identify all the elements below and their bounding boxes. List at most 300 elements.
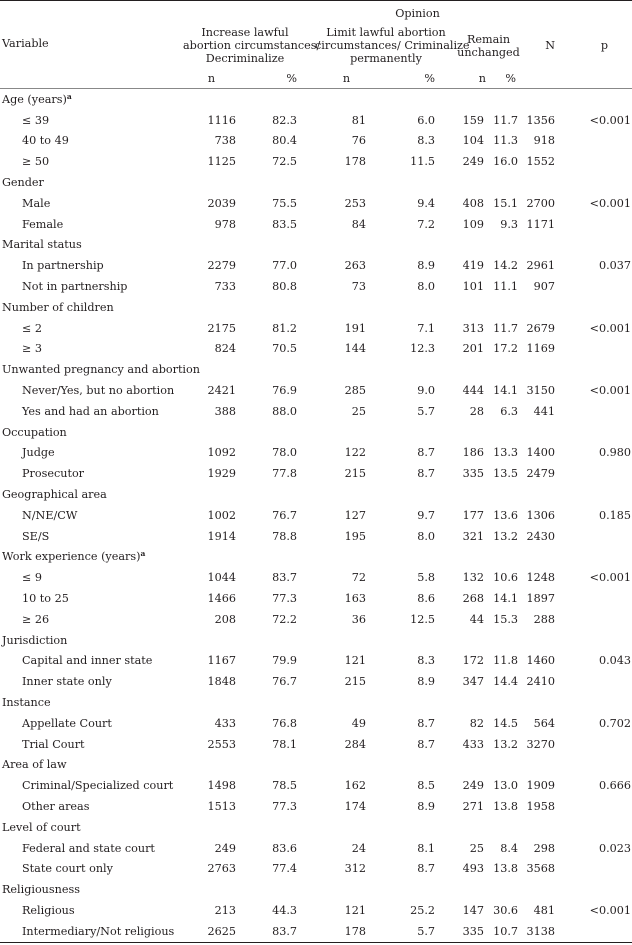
- cell-p: <0.001: [589, 571, 632, 585]
- cell-n: 1552: [526, 155, 555, 169]
- cell-p2: 7.1: [417, 321, 435, 335]
- footnote-marker: a: [66, 91, 72, 101]
- cell-n3: 132: [462, 571, 484, 585]
- cell-n2: 195: [344, 529, 366, 543]
- cell-n2: 84: [351, 217, 366, 231]
- cell-n1: 1044: [207, 571, 236, 585]
- cell-p3: 11.8: [493, 654, 518, 668]
- table-row: [0, 858, 632, 879]
- cell-n2: 144: [344, 342, 366, 356]
- table-row: [0, 214, 632, 235]
- row-label: Criminal/Specialized court: [22, 779, 174, 793]
- cell-n2: 162: [344, 779, 366, 793]
- cell-p2: 8.3: [417, 134, 435, 148]
- group3-header: Remain unchanged: [457, 32, 520, 59]
- cell-p1: 75.5: [272, 196, 297, 210]
- cell-p: [555, 339, 632, 360]
- cell-n3: 313: [462, 321, 484, 335]
- cell-p: [555, 858, 632, 879]
- cell-p: 0.702: [598, 716, 632, 730]
- table-row: [0, 900, 632, 921]
- cell-p3: 11.3: [493, 134, 518, 148]
- cell-n2: 178: [344, 924, 366, 938]
- cell-p1: 83.5: [272, 217, 297, 231]
- cell-n2: 127: [344, 508, 366, 522]
- cell-p1: 79.9: [272, 654, 297, 668]
- cell-n3: 408: [462, 196, 484, 210]
- table-row: [0, 734, 632, 755]
- row-label: Prosecutor: [22, 467, 85, 481]
- cell-n: 2430: [526, 529, 555, 543]
- category-label: Marital status: [2, 238, 82, 252]
- category-row: [0, 422, 632, 443]
- cell-p1: 76.9: [272, 384, 297, 398]
- cell-n2: 178: [344, 155, 366, 169]
- table-row: [0, 796, 632, 817]
- cell-p1: 77.3: [272, 799, 297, 813]
- table-row: [0, 505, 632, 526]
- cell-n: 288: [533, 612, 555, 626]
- row-label: Never/Yes, but no abortion: [22, 384, 175, 398]
- category-row: [0, 235, 632, 256]
- cell-p: 0.023: [598, 841, 632, 855]
- cell-p: [555, 796, 632, 817]
- cell-p2: 5.7: [417, 924, 435, 938]
- cell-p2: 12.5: [410, 612, 435, 626]
- cell-p2: 25.2: [410, 903, 435, 917]
- category-row: [0, 297, 632, 318]
- table-body: [0, 89, 632, 943]
- cell-p: [555, 463, 632, 484]
- cell-n3: 172: [462, 654, 484, 668]
- row-label: Female: [22, 217, 64, 231]
- cell-p3: 13.3: [493, 446, 518, 460]
- cell-n3: 109: [462, 217, 484, 231]
- category-row: [0, 484, 632, 505]
- table-row: [0, 443, 632, 464]
- cell-p3: 14.1: [493, 384, 518, 398]
- cell-p1: 72.2: [272, 612, 297, 626]
- category-label: Jurisdiction: [2, 633, 68, 647]
- row-label: Trial Court: [22, 737, 85, 751]
- row-label: In partnership: [22, 259, 104, 273]
- cell-n: 1909: [526, 779, 555, 793]
- row-label: SE/S: [22, 529, 50, 543]
- cell-n3: 271: [462, 799, 484, 813]
- category-row: [0, 359, 632, 380]
- cell-n1: 1848: [207, 675, 236, 689]
- cell-p: [555, 214, 632, 235]
- cell-p2: 8.5: [417, 779, 435, 793]
- cell-p2: 5.7: [417, 404, 435, 418]
- cell-n3: 159: [462, 113, 484, 127]
- category-label: Geographical area: [2, 488, 107, 502]
- cell-n3: 147: [462, 903, 484, 917]
- category-row: [0, 755, 632, 776]
- cell-n1: 1116: [207, 113, 236, 127]
- cell-p: [555, 526, 632, 547]
- row-label: Intermediary/Not religious: [22, 924, 175, 938]
- row-label: ≤ 9: [22, 571, 43, 585]
- cell-n3: 186: [462, 446, 484, 460]
- cell-p1: 78.0: [272, 446, 297, 460]
- cell-n2: 285: [344, 384, 366, 398]
- cell-p1: 80.4: [272, 134, 297, 148]
- cell-n1: 1125: [207, 155, 236, 169]
- cell-n2: 215: [344, 675, 366, 689]
- category-label: Level of court: [2, 820, 81, 834]
- cell-n1: 433: [214, 716, 236, 730]
- table-row: [0, 318, 632, 339]
- cell-n3: 268: [462, 592, 484, 606]
- cell-n1: 2421: [207, 384, 236, 398]
- category-label: Work experience (years)$^a$: [2, 549, 146, 564]
- cell-p: [555, 401, 632, 422]
- cell-n2: 174: [344, 799, 366, 813]
- cell-p: [555, 734, 632, 755]
- cell-n3: 44: [469, 612, 484, 626]
- cell-p3: 13.5: [493, 467, 518, 481]
- cell-p: <0.001: [589, 903, 632, 917]
- cell-p2: 8.7: [417, 862, 435, 876]
- row-label: Inner state only: [22, 675, 112, 689]
- category-label: Area of law: [2, 758, 67, 772]
- n-subheader: n: [207, 71, 216, 85]
- cell-p3: 15.3: [493, 612, 518, 626]
- cell-n2: 24: [351, 841, 366, 855]
- cell-p: [555, 671, 632, 692]
- pct-subheader: %: [424, 71, 435, 85]
- cell-p: [555, 588, 632, 609]
- cell-p3: 16.0: [493, 155, 518, 169]
- cell-n: 1306: [526, 508, 555, 522]
- cell-n1: 2763: [207, 862, 236, 876]
- cell-p2: 8.9: [417, 799, 435, 813]
- cell-p1: 44.3: [272, 903, 297, 917]
- cell-n: 1897: [526, 592, 555, 606]
- cell-n3: 433: [462, 737, 484, 751]
- cell-n: 3150: [526, 384, 555, 398]
- cell-n1: 1929: [207, 467, 236, 481]
- category-row: [0, 172, 632, 193]
- cell-p1: 76.7: [272, 675, 297, 689]
- cell-n1: 733: [214, 280, 236, 294]
- cell-n1: 213: [214, 903, 236, 917]
- table-row: [0, 339, 632, 360]
- row-label: Appellate Court: [22, 716, 112, 730]
- cell-n1: 208: [214, 612, 236, 626]
- cell-n1: 1466: [207, 592, 236, 606]
- table-row: [0, 526, 632, 547]
- cell-p3: 6.3: [500, 404, 518, 418]
- cell-n2: 215: [344, 467, 366, 481]
- cell-p: <0.001: [589, 321, 632, 335]
- cell-p3: 13.8: [493, 799, 518, 813]
- category-label: Unwanted pregnancy and abortion: [2, 363, 200, 377]
- cell-p1: 88.0: [272, 404, 297, 418]
- cell-n: 2479: [526, 467, 555, 481]
- category-label: Age (years)$^a$: [2, 91, 72, 106]
- cell-n2: 49: [351, 716, 366, 730]
- table-row: [0, 463, 632, 484]
- table-row: [0, 110, 632, 131]
- row-label: ≥ 50: [22, 155, 50, 169]
- cell-p2: 8.7: [417, 446, 435, 460]
- cell-n1: 1167: [207, 654, 236, 668]
- row-label: ≥ 26: [22, 612, 50, 626]
- cell-n: 3270: [526, 737, 555, 751]
- table-row: [0, 380, 632, 401]
- cell-p2: 8.9: [417, 259, 435, 273]
- cell-n3: 101: [462, 280, 484, 294]
- cell-p: [555, 276, 632, 297]
- row-label: ≥ 3: [22, 342, 43, 356]
- cell-p: [555, 609, 632, 630]
- cell-p2: 7.2: [417, 217, 435, 231]
- cell-n: 1356: [526, 113, 555, 127]
- cell-p2: 9.0: [417, 384, 435, 398]
- pct-subheader: %: [505, 71, 516, 85]
- table-row: [0, 651, 632, 672]
- cell-n1: 1092: [207, 446, 236, 460]
- row-label: State court only: [22, 862, 113, 876]
- cell-p3: 17.2: [493, 342, 518, 356]
- cell-p2: 8.9: [417, 675, 435, 689]
- table-row: [0, 401, 632, 422]
- cell-n: 1248: [526, 571, 555, 585]
- cell-n: 907: [533, 280, 555, 294]
- cell-p3: 14.1: [493, 592, 518, 606]
- cell-n2: 284: [344, 737, 366, 751]
- cell-p1: 77.8: [272, 467, 297, 481]
- cell-p1: 78.1: [272, 737, 297, 751]
- cell-n3: 321: [462, 529, 484, 543]
- cell-n1: 2175: [207, 321, 236, 335]
- cell-n2: 191: [344, 321, 366, 335]
- row-label: Religious: [22, 903, 75, 917]
- cell-n2: 36: [351, 612, 366, 626]
- table-row: [0, 588, 632, 609]
- cell-p: [555, 151, 632, 172]
- cell-p1: 81.2: [272, 321, 297, 335]
- cell-n3: 25: [469, 841, 484, 855]
- p-header: p: [600, 39, 609, 52]
- table-row: [0, 921, 632, 942]
- cell-n1: 2625: [207, 924, 236, 938]
- category-label: Occupation: [2, 425, 67, 439]
- cell-n2: 122: [344, 446, 366, 460]
- cell-n: 2961: [526, 259, 555, 273]
- table-row: [0, 193, 632, 214]
- cell-p1: 82.3: [272, 113, 297, 127]
- cell-n3: 249: [462, 155, 484, 169]
- cell-p2: 8.6: [417, 592, 435, 606]
- category-label: Religiousness: [2, 883, 80, 897]
- cell-p: 0.037: [598, 259, 632, 273]
- cell-p: 0.980: [598, 446, 632, 460]
- cell-n2: 25: [351, 404, 366, 418]
- pct-subheader: %: [286, 71, 297, 85]
- table-row: [0, 255, 632, 276]
- cell-n1: 2553: [207, 737, 236, 751]
- table-row: [0, 671, 632, 692]
- cell-p1: 83.7: [272, 924, 297, 938]
- cell-n1: 2279: [207, 259, 236, 273]
- cell-n: 1171: [526, 217, 555, 231]
- cell-p3: 9.3: [500, 217, 518, 231]
- cell-p3: 13.8: [493, 862, 518, 876]
- cell-n1: 388: [214, 404, 236, 418]
- cell-p1: 77.0: [272, 259, 297, 273]
- cell-p3: 14.5: [493, 716, 518, 730]
- cell-p: 0.666: [598, 779, 632, 793]
- row-label: Yes and had an abortion: [22, 404, 159, 418]
- cell-n2: 263: [344, 259, 366, 273]
- cell-p3: 13.2: [493, 737, 518, 751]
- row-label: 40 to 49: [22, 134, 69, 148]
- cell-p1: 77.4: [272, 862, 297, 876]
- footnote-marker: a: [140, 549, 146, 559]
- cell-p2: 6.0: [417, 113, 435, 127]
- table-row: [0, 775, 632, 796]
- cell-n3: 104: [462, 134, 484, 148]
- cell-n: 481: [533, 903, 555, 917]
- opinion-header: Opinion: [395, 7, 440, 21]
- cell-p3: 10.6: [493, 571, 518, 585]
- cell-p2: 9.4: [417, 196, 435, 210]
- table-row: [0, 609, 632, 630]
- cell-p2: 9.7: [417, 508, 435, 522]
- table-row: [0, 838, 632, 859]
- row-label: Not in partnership: [22, 280, 128, 294]
- cell-n: 2410: [526, 675, 555, 689]
- cell-n3: 201: [462, 342, 484, 356]
- category-row: [0, 630, 632, 651]
- group2-header: Limit lawful abortion circumstances/ Criminalize permanently: [315, 26, 470, 65]
- cell-n1: 249: [214, 841, 236, 855]
- cell-p3: 11.7: [493, 113, 518, 127]
- cell-n2: 163: [344, 592, 366, 606]
- cell-n3: 493: [462, 862, 484, 876]
- cell-n3: 444: [462, 384, 484, 398]
- cell-p1: 77.3: [272, 592, 297, 606]
- cell-n2: 312: [344, 862, 366, 876]
- cell-p: <0.001: [589, 113, 632, 127]
- table-row: [0, 276, 632, 297]
- cell-p2: 8.0: [417, 280, 435, 294]
- cell-n3: 82: [469, 716, 484, 730]
- cell-n1: 1498: [207, 779, 236, 793]
- cell-n: 918: [533, 134, 555, 148]
- category-row: [0, 817, 632, 838]
- cell-n3: 177: [462, 508, 484, 522]
- cell-p3: 11.1: [493, 280, 518, 294]
- cell-p3: 13.2: [493, 529, 518, 543]
- cell-n1: 824: [214, 342, 236, 356]
- cell-n: 3568: [526, 862, 555, 876]
- cell-p3: 30.6: [493, 903, 518, 917]
- cell-n2: 81: [351, 113, 366, 127]
- cell-p3: 14.2: [493, 259, 518, 273]
- cell-p: 0.043: [598, 654, 632, 668]
- cell-n: 2700: [526, 196, 555, 210]
- cell-n3: 419: [462, 259, 484, 273]
- cell-p3: 10.7: [493, 924, 518, 938]
- row-label: Other areas: [22, 799, 90, 813]
- cell-p1: 83.6: [272, 841, 297, 855]
- cell-n1: 1002: [207, 508, 236, 522]
- cell-p2: 8.7: [417, 716, 435, 730]
- cell-n2: 73: [351, 280, 366, 294]
- table-row: [0, 713, 632, 734]
- cell-p: [555, 131, 632, 152]
- cell-p3: 8.4: [500, 841, 518, 855]
- cell-p2: 8.0: [417, 529, 435, 543]
- cell-p: 0.185: [598, 508, 632, 522]
- cell-p3: 15.1: [493, 196, 518, 210]
- row-label: ≤ 39: [22, 113, 50, 127]
- cell-p1: 76.7: [272, 508, 297, 522]
- cell-p1: 80.8: [272, 280, 297, 294]
- category-label: Number of children: [2, 300, 114, 314]
- cell-p: <0.001: [589, 384, 632, 398]
- cell-p1: 76.8: [272, 716, 297, 730]
- category-label: Gender: [2, 176, 44, 190]
- category-row: [0, 89, 632, 110]
- cell-p3: 13.0: [493, 779, 518, 793]
- cell-p1: 78.8: [272, 529, 297, 543]
- cell-n: 1400: [526, 446, 555, 460]
- cell-p3: 13.6: [493, 508, 518, 522]
- cell-n1: 978: [214, 217, 236, 231]
- cell-n2: 121: [344, 654, 366, 668]
- n-total-header: N: [545, 39, 555, 52]
- row-label: 10 to 25: [22, 592, 69, 606]
- cell-n: 1460: [526, 654, 555, 668]
- cell-n2: 121: [344, 903, 366, 917]
- cell-n: 441: [533, 404, 555, 418]
- category-row: [0, 547, 632, 568]
- cell-n3: 335: [462, 467, 484, 481]
- cell-p2: 8.7: [417, 737, 435, 751]
- category-label: Instance: [2, 696, 51, 709]
- variable-header: Variable: [2, 37, 49, 50]
- cell-n: 1958: [526, 799, 555, 813]
- cell-p2: 8.3: [417, 654, 435, 668]
- table-row: [0, 131, 632, 152]
- row-label: N/NE/CW: [22, 508, 78, 522]
- cell-n: 298: [533, 841, 555, 855]
- cell-n1: 2039: [207, 196, 236, 210]
- row-label: ≤ 2: [22, 321, 43, 335]
- row-label: Male: [22, 196, 51, 210]
- cell-p1: 78.5: [272, 779, 297, 793]
- cell-n: 3138: [526, 924, 555, 938]
- cell-n2: 72: [351, 571, 366, 585]
- cell-n3: 335: [462, 924, 484, 938]
- cell-n1: 1914: [207, 529, 236, 543]
- n-subheader: n: [478, 71, 486, 85]
- cell-p1: 70.5: [272, 342, 297, 356]
- row-label: Capital and inner state: [22, 654, 153, 668]
- cell-p3: 14.4: [493, 675, 518, 689]
- cell-p1: 83.7: [272, 571, 297, 585]
- cell-n1: 1513: [207, 799, 236, 813]
- cell-p2: 11.5: [410, 155, 435, 169]
- category-row: [0, 692, 632, 713]
- table-row: [0, 151, 632, 172]
- row-label: Federal and state court: [22, 841, 155, 855]
